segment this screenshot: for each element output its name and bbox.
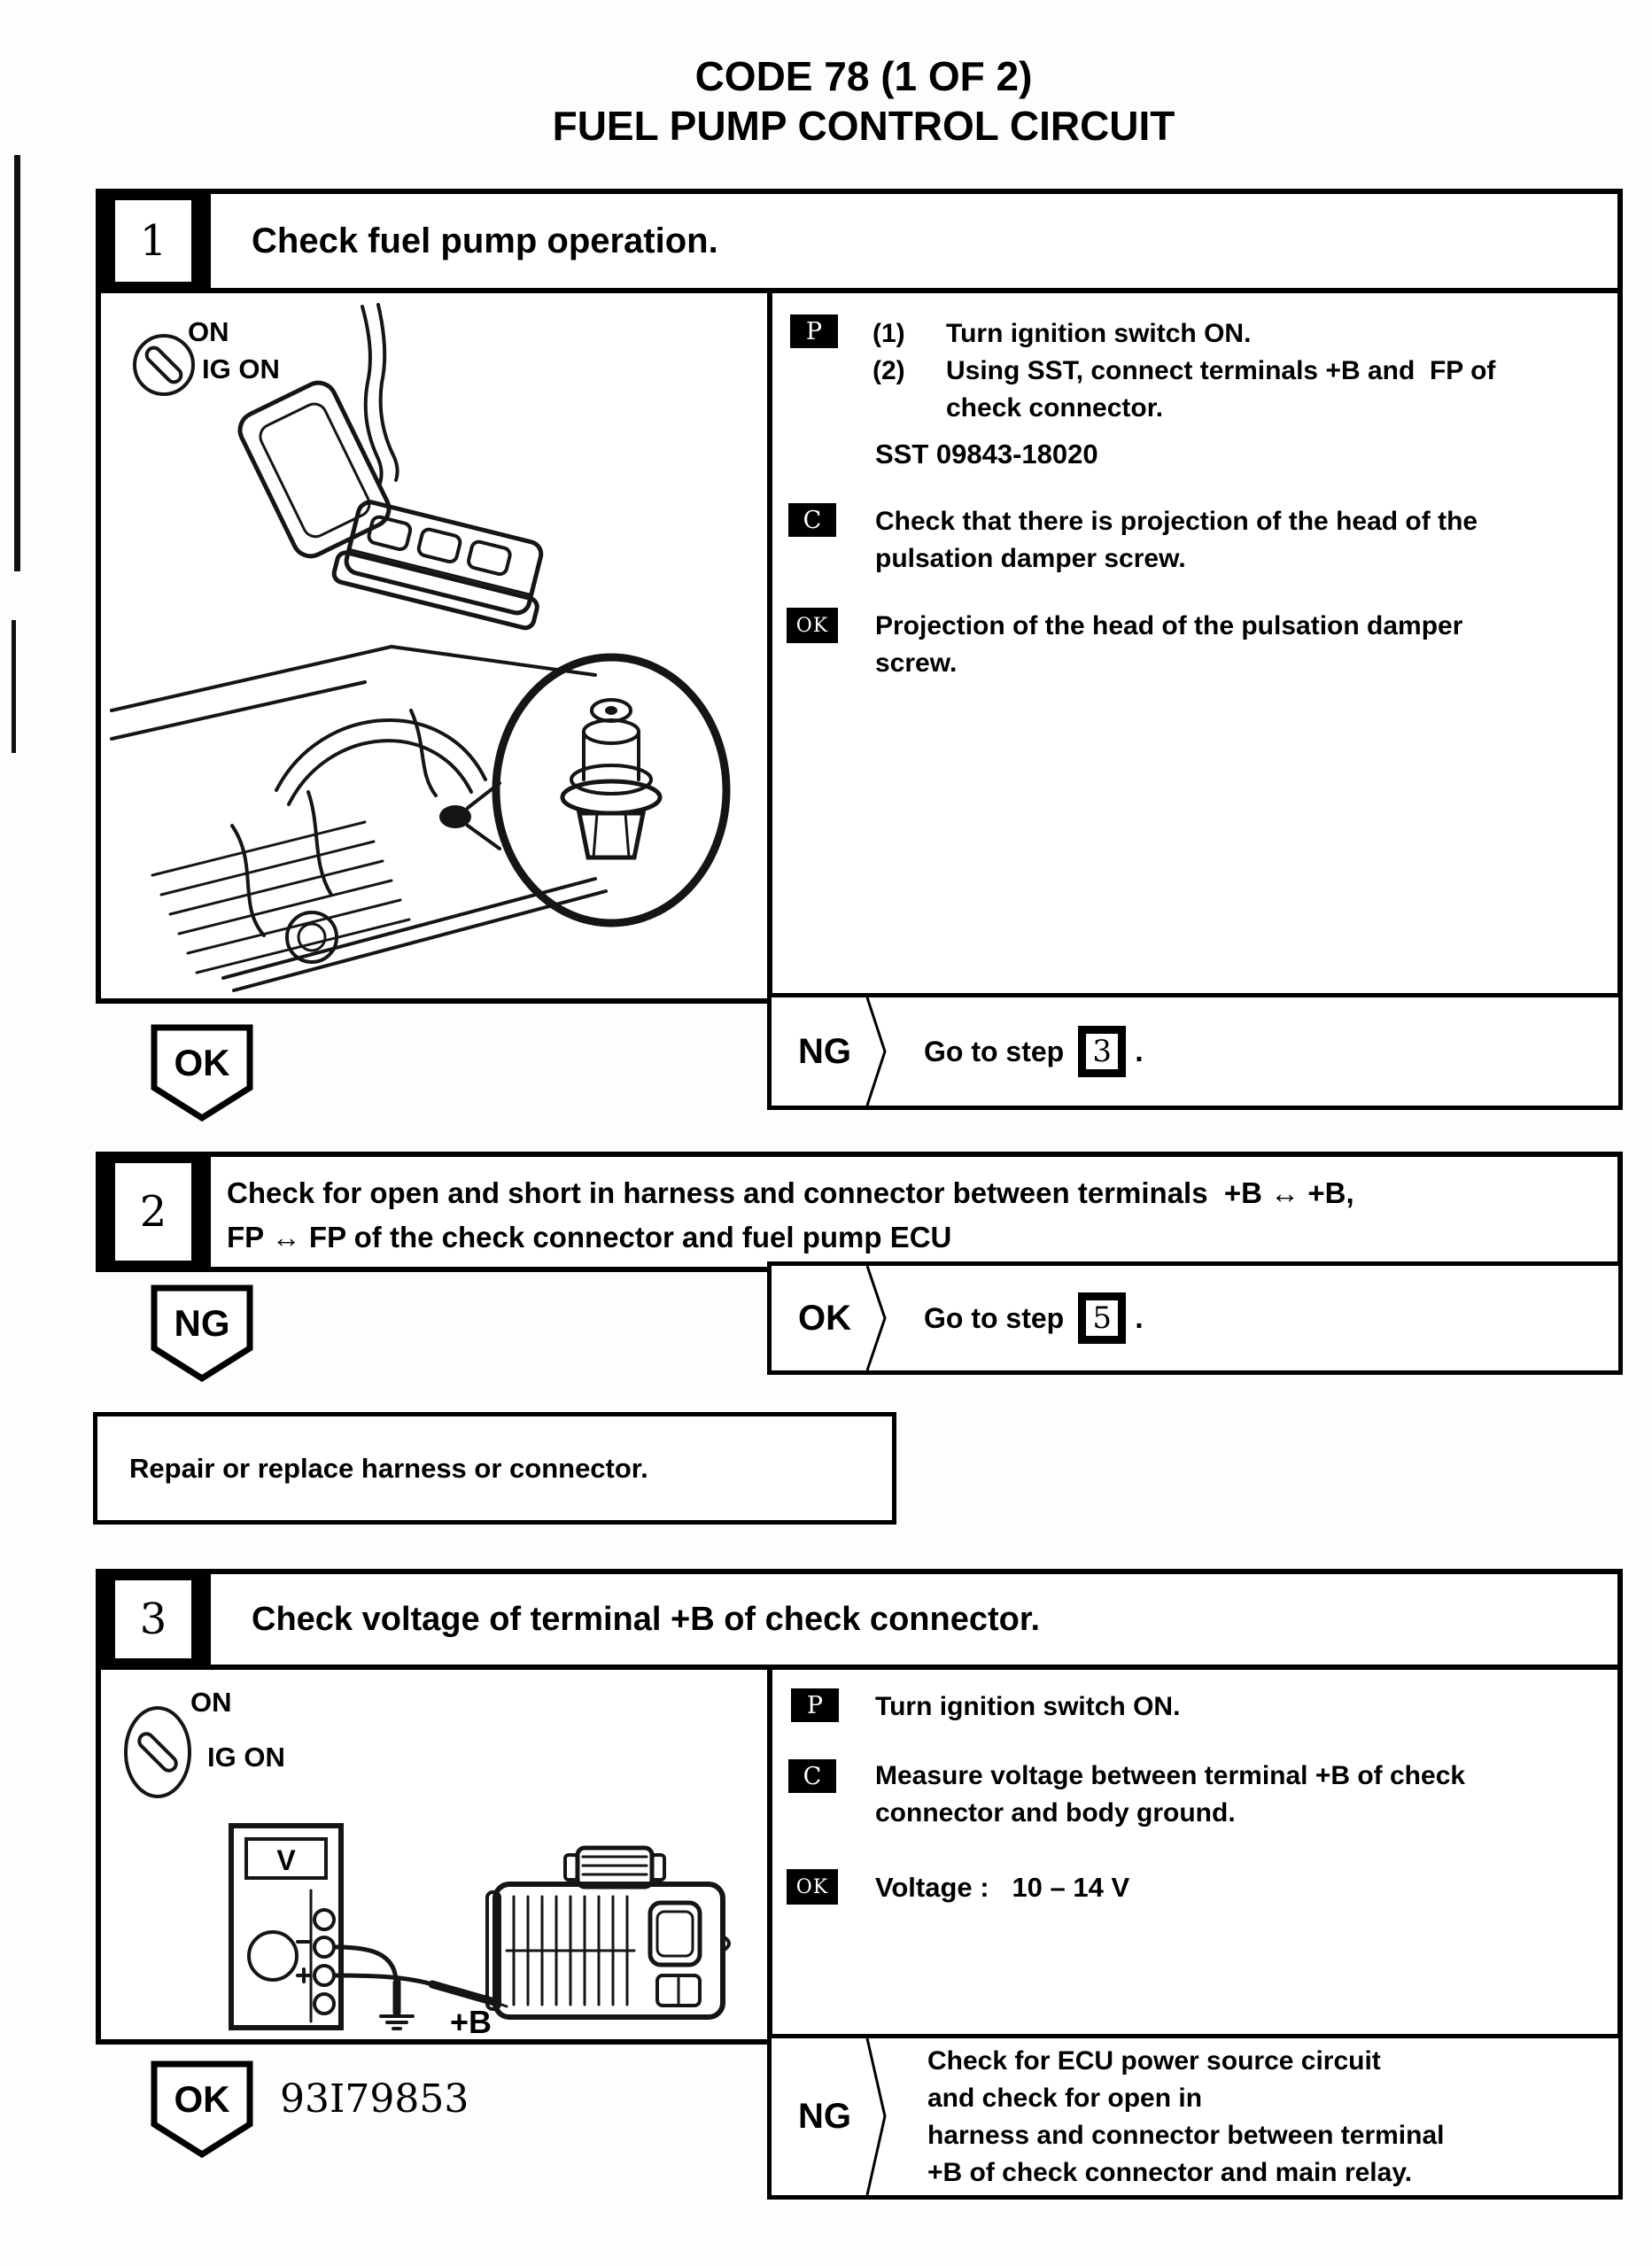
check-badge: C [788,1759,836,1793]
step1-item1-text: Turn ignition switch ON. [946,319,1252,348]
step2-goto-period: . [1135,1300,1144,1335]
ok-condition-badge: OK [787,608,838,643]
step1-ignition-on-label: ON [188,316,229,347]
chevron-separator-icon [862,1266,888,1370]
step2-goto-ref: 5 [1078,1292,1126,1344]
step2-ok-row [772,1266,1618,1370]
step1-sst-number: SST 09843-18020 [875,438,1098,469]
step3-check-text: Measure voltage between terminal +B of check connector and body ground. [875,1761,1466,1828]
prepare-badge: P [790,314,838,348]
step1-cell-divider [767,288,772,998]
voltmeter-connector-illustration [99,1671,765,2036]
step2-ok-label: OK [798,1298,851,1338]
chevron-separator-icon [862,2038,888,2195]
page-title-line1: CODE 78 (1 OF 2) [694,53,1033,99]
step1-item1-number: (1) [873,319,905,348]
step1-goto-period: . [1135,1034,1144,1068]
step2-title: Check for open and short in harness and connector between terminals +B ↔ +B, FP ↔ FP of the check connector and fuel pump ECU [227,1176,1354,1253]
prepare-badge: P [791,1688,839,1722]
step2-ng-flag [151,1284,253,1384]
step3-ng-label: NG [798,2097,851,2136]
step2-number-block [96,1152,211,1272]
step3-title: Check voltage of terminal +B of check connector. [252,1600,1041,1638]
step3-prepare-text: Turn ignition switch ON. [875,1692,1181,1721]
step1-title: Check fuel pump operation. [252,221,718,260]
step3-ok-flag-label: OK [174,2078,230,2120]
step1-ignition-igon-label: IG ON [202,353,280,384]
ok-condition-badge: OK [787,1869,838,1905]
step3-ok-flag [151,2060,253,2160]
voltmeter-v-label: V [276,1844,296,1876]
step3-ok-condition-text: Voltage : 10 – 14 V [875,1872,1130,1903]
step2-ng-flag-label: NG [174,1302,230,1344]
step1-ok-condition-text: Projection of the head of the pulsation damper screw. [875,611,1463,678]
step3-cell-divider [767,1665,772,2039]
step3-ng-action-text: Check for ECU power source circuit and check for open in harness and connector between terminal +B of check connector and main relay. [927,2045,1445,2187]
step3-number-block [96,1569,211,1670]
step1-item2-number: (2) [873,356,905,385]
check-badge: C [788,503,836,537]
step1-goto-text: Go to step [924,1035,1065,1067]
step2-ok-result-box [767,1261,1623,1375]
scan-artifact [12,620,16,753]
step1-ng-row [772,997,1618,1106]
repair-action-text: Repair or replace harness or connector. [129,1452,648,1484]
step2-number: 2 [115,1163,191,1261]
step1-ng-result-box [767,993,1623,1110]
step1-number-block [96,189,211,293]
step3-ng-row [772,2038,1618,2195]
chevron-separator-icon [862,997,888,1106]
page-title-line2: FUEL PUMP CONTROL CIRCUIT [552,103,1175,149]
step3-ng-result-box [767,2034,1623,2200]
step1-item2-text: Using SST, connect terminals +B and FP of check connector. [946,356,1496,423]
step3-ignition-on-label: ON [190,1687,232,1718]
step1-ng-label: NG [798,1031,851,1071]
step1-check-text: Check that there is projection of the head of the pulsation damper screw. [875,507,1478,573]
step1-number: 1 [115,200,191,282]
step2-goto-text: Go to step [924,1301,1065,1334]
step1-ok-flag [151,1024,253,1123]
scan-artifact [14,155,20,571]
repair-action-box [93,1412,896,1525]
photo-id-code: 93I79853 [280,2076,469,2122]
step3-header [96,1569,1623,1670]
step1-header [96,189,1623,293]
step3-number: 3 [115,1580,191,1658]
terminal-plus-b-label: +B [450,2004,492,2040]
page-title [66,51,1652,151]
step1-goto-ref: 3 [1078,1026,1126,1077]
step1-ok-flag-label: OK [174,1042,230,1083]
engine-illustration [99,294,765,992]
step3-ignition-igon-label: IG ON [207,1742,285,1773]
